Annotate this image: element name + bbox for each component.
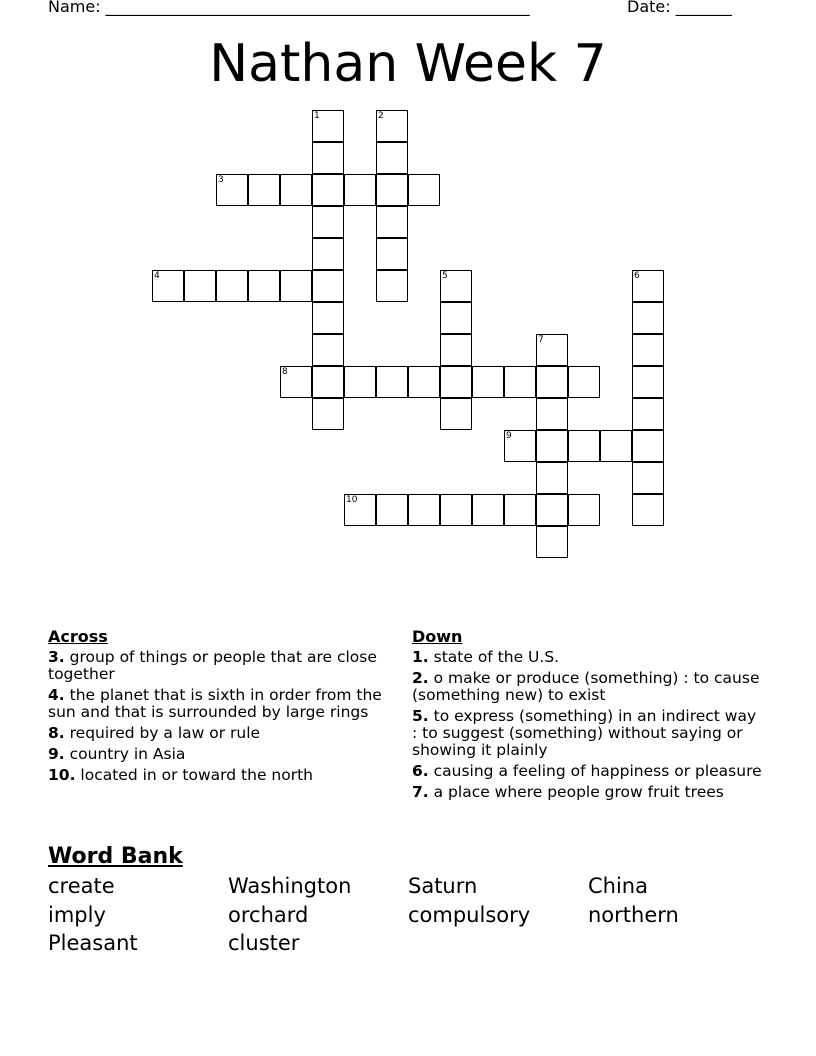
word-bank-item: Pleasant	[48, 931, 138, 955]
grid-cell[interactable]	[376, 174, 408, 206]
cell-number: 3	[218, 175, 224, 185]
clue-text: a place where people grow fruit trees	[433, 783, 724, 801]
across-clue	[48, 649, 398, 683]
grid-cell[interactable]	[280, 366, 312, 398]
word-bank-item: compulsory	[408, 902, 531, 927]
grid-cell[interactable]	[248, 270, 280, 302]
clue-text: country in Asia	[69, 745, 186, 763]
grid-cell[interactable]	[408, 174, 440, 206]
grid-cell[interactable]	[632, 430, 664, 462]
name-field: Name: _____________________________________________________	[48, 0, 530, 16]
across-clue	[48, 746, 398, 763]
grid-cell[interactable]	[568, 494, 600, 526]
grid-cell[interactable]	[312, 110, 344, 142]
down-clue	[412, 784, 762, 801]
grid-cell[interactable]	[632, 398, 664, 430]
grid-cell[interactable]	[536, 366, 568, 398]
grid-cell[interactable]	[216, 270, 248, 302]
grid-cell[interactable]	[376, 270, 408, 302]
grid-cell[interactable]	[280, 270, 312, 302]
clue-text: the planet that is sixth in order from the sun and that is surrounded by large rings	[48, 686, 382, 721]
grid-cell[interactable]	[504, 430, 536, 462]
grid-cell[interactable]	[312, 398, 344, 430]
down-clue	[412, 763, 762, 780]
grid-cell[interactable]	[344, 494, 376, 526]
clue-text: required by a law or rule	[69, 724, 261, 742]
grid-cell[interactable]	[632, 334, 664, 366]
grid-cell[interactable]	[536, 334, 568, 366]
down-clue	[412, 649, 762, 666]
cell-number: 7	[538, 335, 544, 345]
grid-cell[interactable]	[440, 334, 472, 366]
word-bank-title: Word Bank	[48, 844, 183, 869]
grid-cell[interactable]	[376, 142, 408, 174]
grid-cell[interactable]	[440, 302, 472, 334]
grid-cell[interactable]	[376, 494, 408, 526]
clue-text: causing a feeling of happiness or pleasure	[433, 762, 762, 780]
grid-cell[interactable]	[312, 238, 344, 270]
grid-cell[interactable]	[376, 366, 408, 398]
grid-cell[interactable]	[344, 366, 376, 398]
grid-cell[interactable]	[184, 270, 216, 302]
cell-number: 1	[314, 111, 320, 121]
clue-text: o make or produce (something) : to cause (something new) to exist	[412, 669, 760, 704]
clue-number: 2.	[412, 669, 429, 687]
grid-cell[interactable]	[536, 494, 568, 526]
word-bank-item: imply	[48, 902, 106, 927]
grid-cell[interactable]	[376, 238, 408, 270]
cell-number: 9	[506, 431, 512, 441]
clue-text: located in or toward the north	[80, 766, 313, 784]
grid-cell[interactable]	[536, 462, 568, 494]
grid-cell[interactable]	[312, 142, 344, 174]
grid-cell[interactable]	[536, 430, 568, 462]
grid-cell[interactable]	[216, 174, 248, 206]
grid-cell[interactable]	[504, 366, 536, 398]
grid-cell[interactable]	[312, 174, 344, 206]
clue-number: 7.	[412, 783, 429, 801]
word-bank-item: create	[48, 874, 115, 898]
grid-cell[interactable]	[568, 430, 600, 462]
grid-cell[interactable]	[536, 398, 568, 430]
clue-text: state of the U.S.	[433, 648, 560, 666]
word-bank-item: cluster	[228, 931, 300, 955]
grid-cell[interactable]	[472, 494, 504, 526]
grid-cell[interactable]	[440, 270, 472, 302]
cell-number: 10	[346, 495, 358, 505]
across-clues	[48, 628, 398, 788]
grid-cell[interactable]	[632, 270, 664, 302]
grid-cell[interactable]	[440, 366, 472, 398]
grid-cell[interactable]	[312, 206, 344, 238]
clue-number: 10.	[48, 766, 76, 784]
date-field: Date: _______	[627, 0, 732, 16]
clue-number: 9.	[48, 745, 65, 763]
grid-cell[interactable]	[248, 174, 280, 206]
grid-cell[interactable]	[344, 174, 376, 206]
clue-number: 4.	[48, 686, 65, 704]
clue-text: group of things or people that are close together	[48, 648, 377, 683]
grid-cell[interactable]	[632, 366, 664, 398]
grid-cell[interactable]	[440, 398, 472, 430]
across-clue	[48, 725, 398, 742]
across-clue	[48, 687, 398, 721]
down-clues	[412, 628, 762, 805]
word-bank-item: Washington	[228, 874, 352, 898]
clue-number: 1.	[412, 648, 429, 666]
across-heading: Across	[48, 627, 108, 646]
grid-cell[interactable]	[568, 366, 600, 398]
word-bank-item: China	[588, 874, 648, 898]
cell-number: 8	[282, 367, 288, 377]
grid-cell[interactable]	[376, 110, 408, 142]
grid-cell[interactable]	[632, 462, 664, 494]
across-clue	[48, 767, 398, 784]
grid-cell[interactable]	[472, 366, 504, 398]
cell-number: 5	[442, 271, 448, 281]
grid-cell[interactable]	[632, 494, 664, 526]
grid-cell[interactable]	[312, 366, 344, 398]
clue-text: to express (something) in an indirect way : to suggest (something) without saying or showing it plainly	[412, 707, 757, 759]
grid-cell[interactable]	[408, 494, 440, 526]
grid-cell[interactable]	[312, 270, 344, 302]
grid-cell[interactable]	[376, 206, 408, 238]
word-bank	[48, 872, 768, 958]
clue-number: 8.	[48, 724, 65, 742]
clue-number: 5.	[412, 707, 429, 725]
grid-cell[interactable]	[536, 526, 568, 558]
cell-number: 4	[154, 271, 160, 281]
page-title: Nathan Week 7	[209, 34, 607, 94]
down-heading: Down	[412, 627, 463, 646]
grid-cell[interactable]	[280, 174, 312, 206]
clue-number: 3.	[48, 648, 65, 666]
down-clue	[412, 670, 762, 704]
clue-number: 6.	[412, 762, 429, 780]
grid-cell[interactable]	[440, 494, 472, 526]
grid-cell[interactable]	[632, 302, 664, 334]
cell-number: 2	[378, 111, 384, 121]
cell-number: 6	[634, 271, 640, 281]
grid-cell[interactable]	[408, 366, 440, 398]
grid-cell[interactable]	[152, 270, 184, 302]
grid-cell[interactable]	[504, 494, 536, 526]
word-bank-item: orchard	[228, 902, 309, 927]
down-clue	[412, 708, 762, 759]
word-bank-item: Saturn	[408, 874, 478, 898]
word-bank-item: northern	[588, 902, 679, 927]
grid-cell[interactable]	[312, 334, 344, 366]
grid-cell[interactable]	[312, 302, 344, 334]
grid-cell[interactable]	[600, 430, 632, 462]
